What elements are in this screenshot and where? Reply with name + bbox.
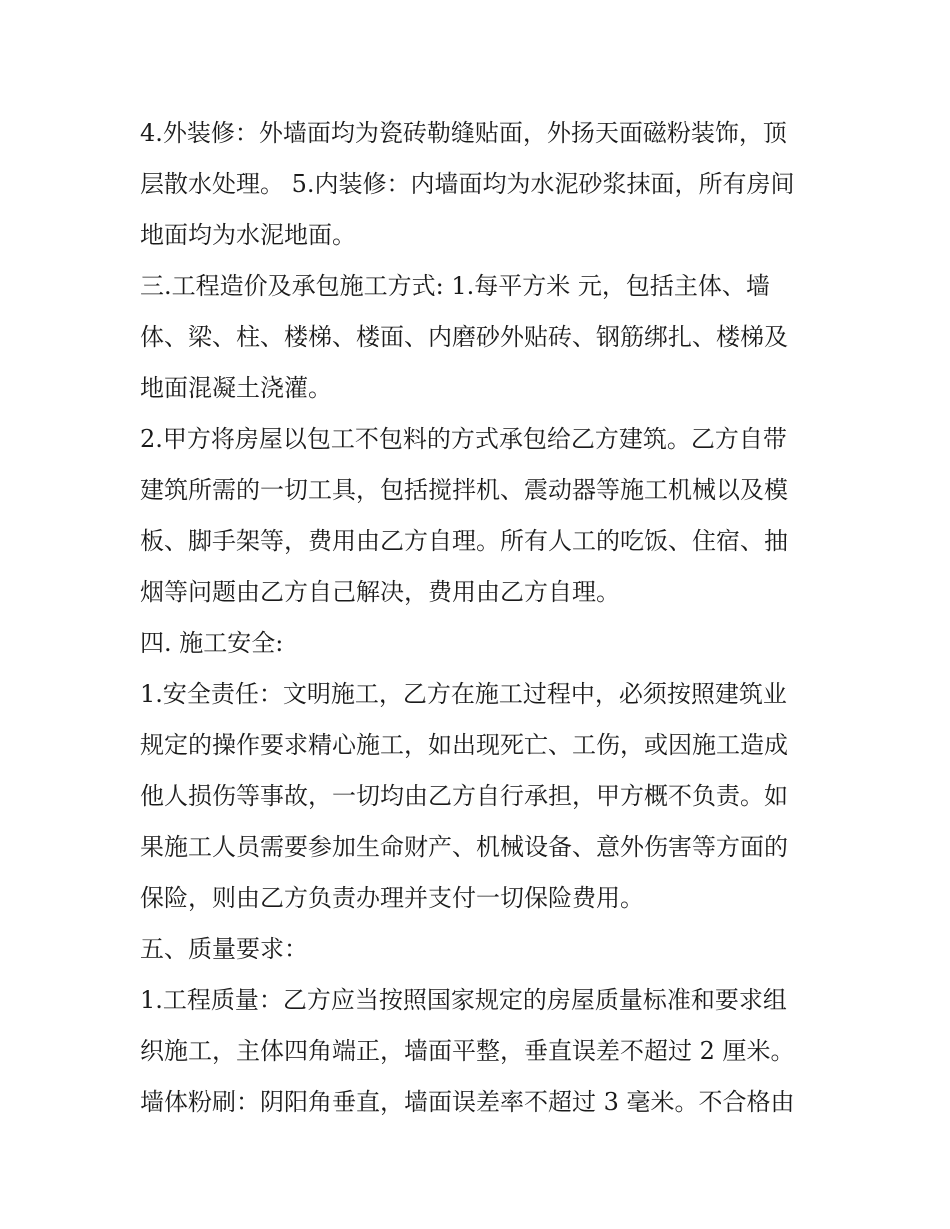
text-line-expenses: 板、脚手架等，费用由乙方自理。所有人工的吃饭、住宿、抽	[140, 527, 788, 555]
text-line-floor: 地面均为水泥地面。	[140, 221, 356, 249]
text-line-safety-operation: 规定的操作要求精心施工，如出现死亡、工伤，或因施工造成	[140, 731, 788, 759]
section-heading-quality: 五、质量要求：	[140, 935, 308, 963]
text-line-exterior-decoration: 4.外装修：外墙面均为瓷砖勒缝贴面，外扬天面磁粉装饰，顶	[140, 119, 787, 147]
text-line-safety-liability: 他人损伤等事故，一切均由乙方自行承担，甲方概不负责。如	[140, 782, 788, 810]
section-heading-cost: 三.工程造价及承包施工方式: 1.每平方米 元，包括主体、墙	[140, 272, 770, 300]
text-line-interior-decoration: 层散水处理。 5.内装修：内墙面均为水泥砂浆抹面，所有房间	[140, 170, 795, 198]
text-line-living-costs: 烟等问题由乙方自己解决，费用由乙方自理。	[140, 578, 620, 606]
text-line-safety-responsibility: 1.安全责任：文明施工，乙方在施工过程中，必须按照建筑业	[140, 680, 787, 708]
text-line-contract-method: 2.甲方将房屋以包工不包料的方式承包给乙方建筑。乙方自带	[140, 425, 787, 453]
text-line-cost-concrete: 地面混凝土浇灌。	[140, 374, 332, 402]
text-line-quality-standard: 1.工程质量：乙方应当按照国家规定的房屋质量标准和要求组	[140, 986, 787, 1014]
section-heading-safety: 四. 施工安全:	[140, 629, 284, 657]
document-body	[140, 108, 815, 1128]
text-line-quality-tolerance: 织施工，主体四角端正，墙面平整，垂直误差不超过 2 厘米。	[140, 1037, 795, 1065]
text-line-cost-scope: 体、梁、柱、楼梯、楼面、内磨砂外贴砖、钢筋绑扎、楼梯及	[140, 323, 788, 351]
text-line-safety-insurance: 果施工人员需要参加生命财产、机械设备、意外伤害等方面的	[140, 833, 788, 861]
text-line-plastering: 墙体粉刷：阴阳角垂直，墙面误差率不超过 3 毫米。不合格由	[140, 1088, 795, 1116]
text-line-tools: 建筑所需的一切工具，包括搅拌机、震动器等施工机械以及模	[140, 476, 788, 504]
text-line-safety-insurance-cost: 保险，则由乙方负责办理并支付一切保险费用。	[140, 884, 644, 912]
